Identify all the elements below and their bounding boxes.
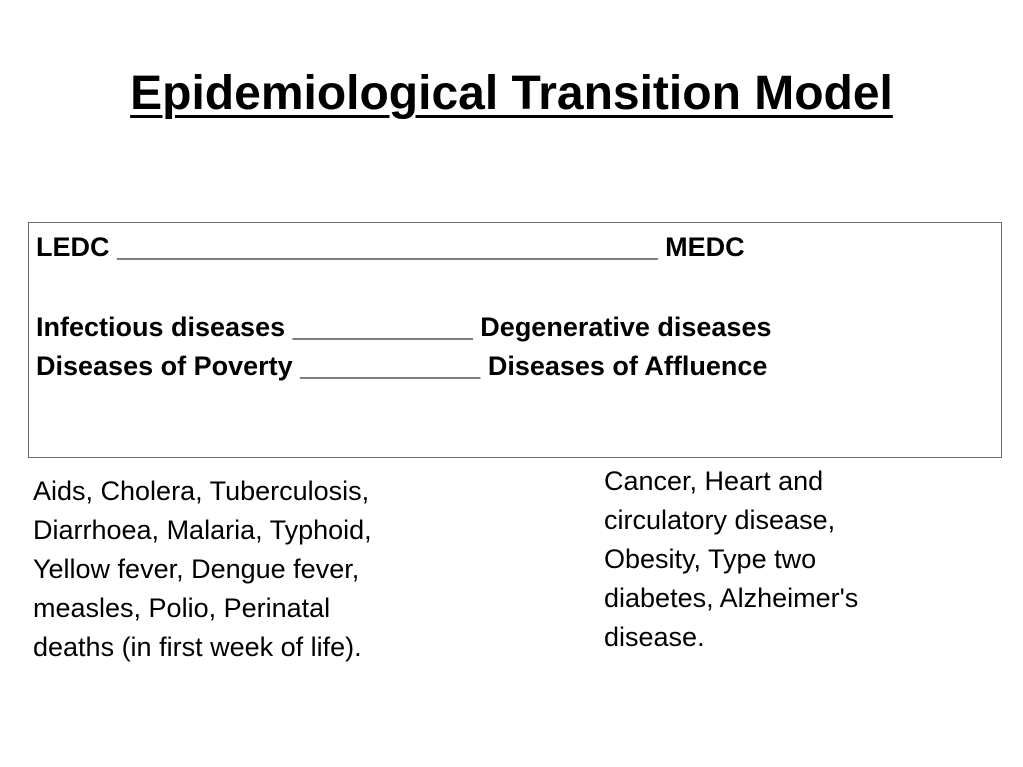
list-line: deaths (in first week of life). bbox=[33, 632, 362, 662]
list-line: circulatory disease, bbox=[604, 505, 836, 535]
list-line: disease. bbox=[604, 622, 705, 652]
list-line: Aids, Cholera, Tuberculosis, bbox=[33, 476, 370, 506]
ledc-medc-line: LEDC ____________________________________ MEDC bbox=[36, 232, 745, 262]
list-line: Diarrhoea, Malaria, Typhoid, bbox=[33, 515, 372, 545]
list-line: Cancer, Heart and bbox=[604, 466, 824, 496]
slide-title: Epidemiological Transition Model bbox=[130, 67, 893, 120]
infectious-degenerative-line: Infectious diseases ____________ Degenerative diseases bbox=[36, 312, 772, 342]
list-line: Obesity, Type two bbox=[604, 544, 817, 574]
list-line: Yellow fever, Dengue fever, bbox=[33, 554, 360, 584]
infectious-diseases-list bbox=[33, 472, 503, 667]
poverty-affluence-line: Diseases of Poverty ____________ Diseases of Affluence bbox=[36, 351, 768, 381]
list-line: diabetes, Alzheimer's bbox=[604, 583, 859, 613]
list-line: measles, Polio, Perinatal bbox=[33, 593, 331, 623]
transition-box bbox=[28, 222, 1002, 458]
degenerative-diseases-list bbox=[604, 462, 984, 657]
